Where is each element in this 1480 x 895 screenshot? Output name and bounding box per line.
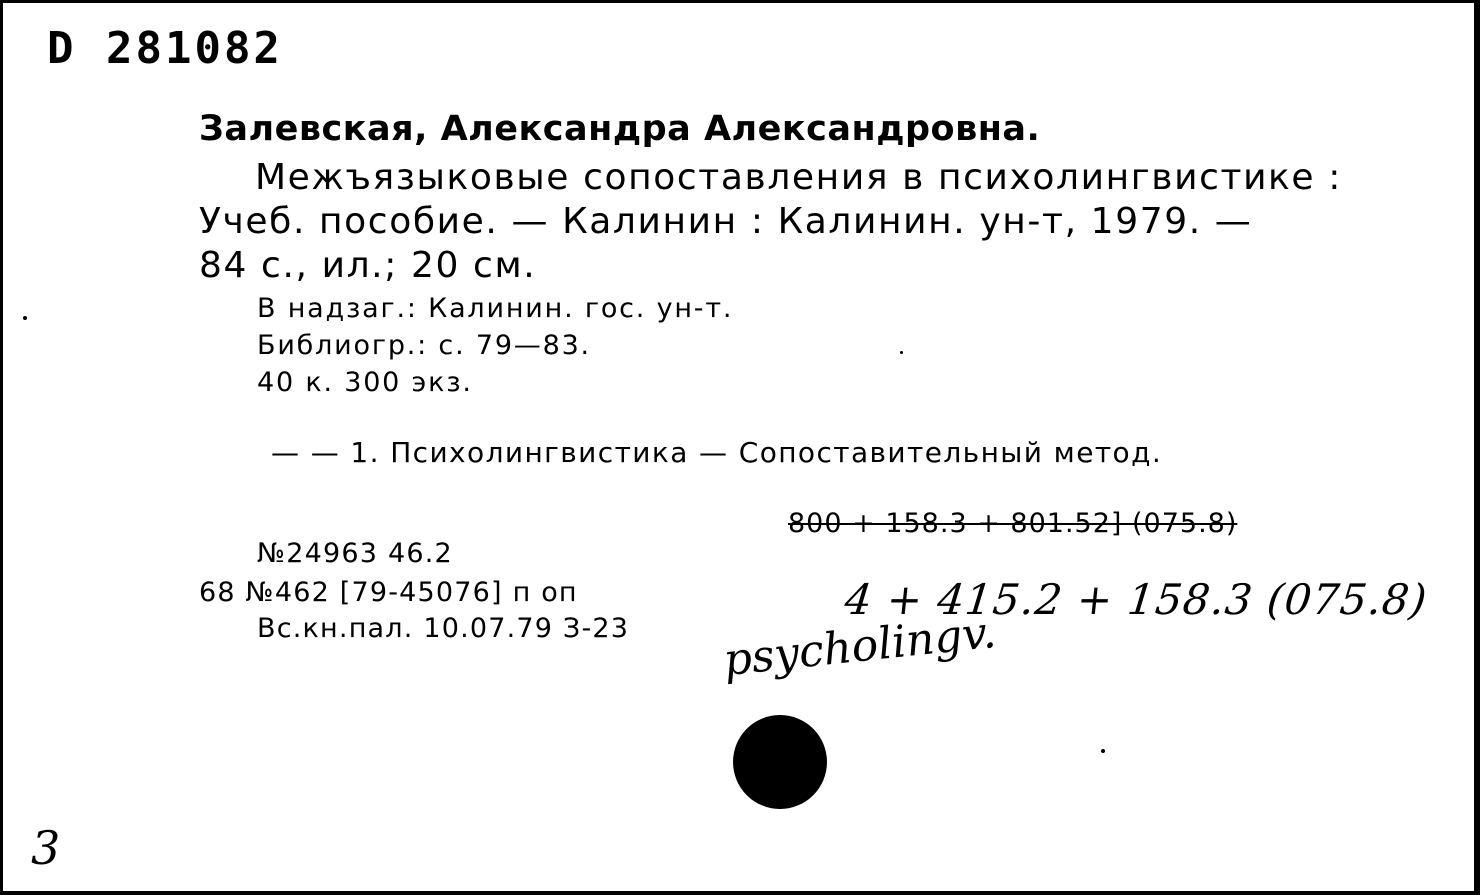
note-line: В надзаг.: Калинин. гос. ун-т. xyxy=(257,293,734,324)
dust-speck xyxy=(23,316,27,320)
record-line: Вс.кн.пал. 10.07.79 З-23 xyxy=(257,613,630,644)
subject-heading: — — 1. Психолингвистика — Сопоставительный метод. xyxy=(271,436,1163,469)
dust-speck xyxy=(900,351,903,354)
handwritten-classification: 4 + 415.2 + 158.3 (075.8) xyxy=(842,575,1430,624)
title-line: Учеб. пособие. — Калинин : Калинин. ун-т, 1979. — xyxy=(199,201,1253,242)
card-number: D 281082 xyxy=(47,23,283,74)
dust-speck xyxy=(1101,749,1105,753)
author-heading: Залевская, Александра Александровна. xyxy=(199,109,1041,149)
punch-hole xyxy=(733,715,827,809)
record-line: №24963 46.2 xyxy=(257,538,453,569)
record-line: 68 №462 [79-45076] п оп xyxy=(199,577,578,608)
title-line: Межъязыковые сопоставления в психолингвистике : xyxy=(255,157,1342,198)
struck-classification: 800 + 158.3 + 801.52] (075.8) xyxy=(788,508,1238,539)
page-mark: 3 xyxy=(31,821,61,875)
handwritten-note: psycholingv. xyxy=(721,606,999,687)
note-line: Библиогр.: с. 79—83. xyxy=(257,330,591,361)
title-line: 84 с., ил.; 20 см. xyxy=(199,245,537,286)
note-line: 40 к. 300 экз. xyxy=(257,367,473,398)
